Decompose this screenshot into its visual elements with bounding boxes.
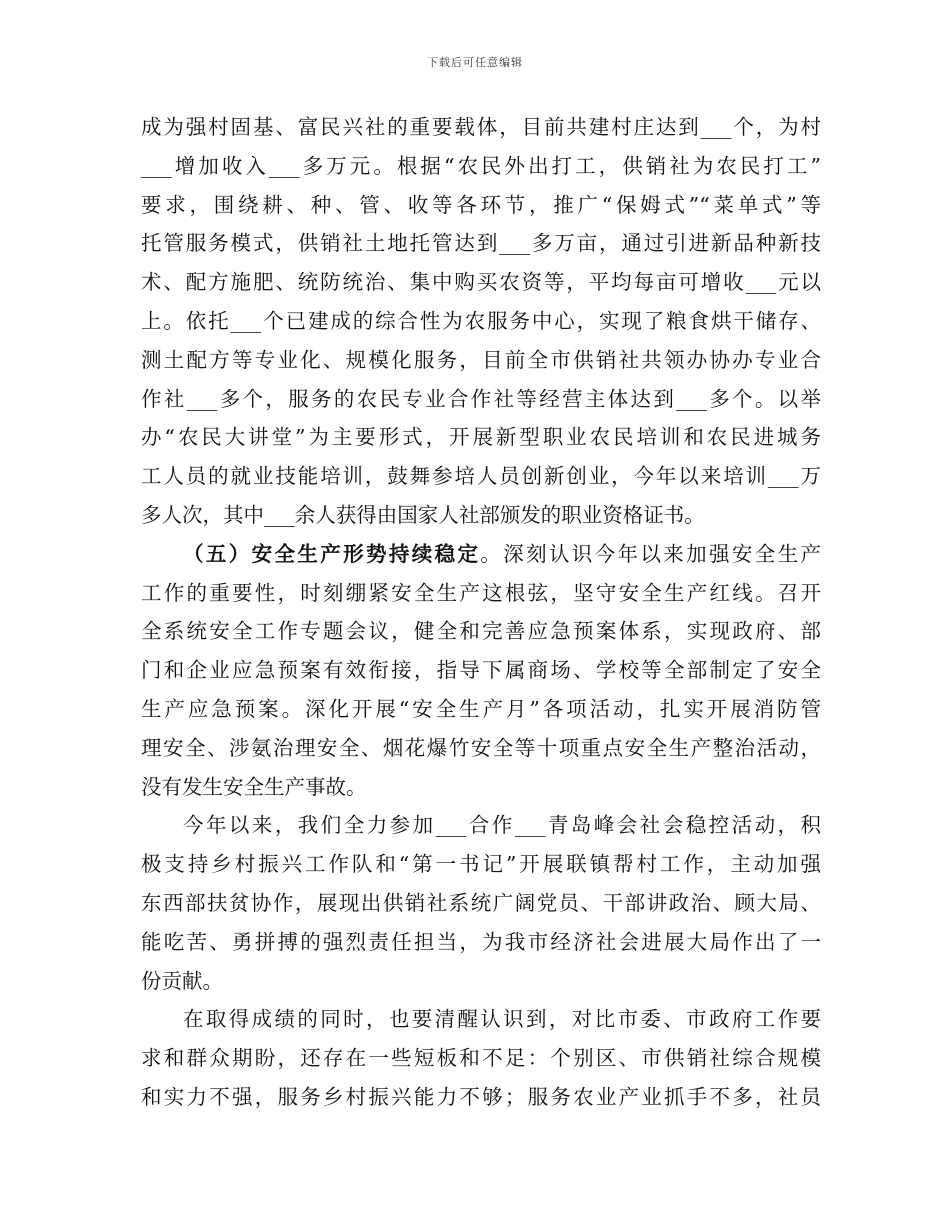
text-line: 成为强村固基、富民兴社的重要载体，目前共建村庄达到___个，为村 <box>141 115 821 139</box>
text-line: 要求，围绕耕、种、管、收等各环节，推广“保姆式”“菜单式”等 <box>141 192 821 217</box>
text-line: 理安全、涉氨治理安全、烟花爆竹安全等十项重点安全生产整治活动， <box>141 735 821 760</box>
text-line: 生产应急预案。深化开展“安全生产月”各项活动，扎实开展消防管 <box>141 696 821 721</box>
text-line: 今年以来，我们全力参加___合作___青岛峰会社会稳控活动，积 <box>183 813 821 838</box>
text-line: 作社___多个，服务的农民专业合作社等经营主体达到___多个。以举 <box>141 386 821 411</box>
paragraph-1 <box>141 108 821 535</box>
text-line: 术、配方施肥、统防统治、集中购买农资等，平均每亩可增收___元以 <box>141 270 821 295</box>
text-line: 托管服务模式，供销社土地托管达到___多万亩，通过引进新品种新技 <box>141 231 821 256</box>
text-line: 全系统安全工作专题会议，健全和完善应急预案体系，实现政府、部 <box>141 619 821 644</box>
text-line: 求和群众期盼，还存在一些短板和不足：个别区、市供销社综合规模 <box>141 1046 821 1071</box>
paragraph-2 <box>141 535 821 807</box>
text-line: 测土配方等专业化、规模化服务，目前全市供销社共领办协办专业合 <box>141 347 821 372</box>
text-line: 份贡献。 <box>141 968 223 993</box>
text-line: 上。依托___个已建成的综合性为农服务中心，实现了粮食烘干储存、 <box>141 308 821 333</box>
paragraph-4 <box>141 1000 821 1116</box>
text-line: 能吃苦、勇拼搏的强烈责任担当，为我市经济社会进展大局作出了一 <box>141 929 821 954</box>
page-header-note: 下载后可任意编辑 <box>427 56 523 69</box>
text-line: 东西部扶贫协作，展现出供销社系统广阔党员、干部讲政治、顾大局、 <box>141 890 821 915</box>
text-line: ___增加收入___多万元。根据“农民外出打工，供销社为农民打工” <box>141 153 821 178</box>
section-heading: （五）安全生产形势持续稳定 <box>183 541 481 566</box>
text-line: 办“农民大讲堂”为主要形式，开展新型职业农民培训和农民进城务 <box>141 425 821 450</box>
text-line: 工作的重要性，时刻绷紧安全生产这根弦，坚守安全生产红线。召开 <box>141 580 821 605</box>
text-line: 工人员的就业技能培训，鼓舞参培人员创新创业，今年以来培训___万 <box>141 464 821 489</box>
paragraph-3 <box>141 806 821 1000</box>
text-line <box>141 535 821 574</box>
text-line: 在取得成绩的同时，也要清醒认识到，对比市委、市政府工作要 <box>183 1007 821 1032</box>
document-body <box>141 108 821 1117</box>
text-line: 门和企业应急预案有效衔接，指导下属商场、学校等全部制定了安全 <box>141 658 821 683</box>
text-line: 多人次，其中___余人获得由国家人社部颁发的职业资格证书。 <box>141 502 705 527</box>
text-line: 和实力不强，服务乡村振兴能力不够；服务农业产业抓手不多，社员 <box>141 1084 821 1109</box>
text-line: 极支持乡村振兴工作队和“第一书记”开展联镇帮村工作，主动加强 <box>141 852 821 877</box>
text-run: 。深刻认识今年以来加强安全生产 <box>480 541 822 566</box>
text-line: 没有发生安全生产事故。 <box>141 774 367 799</box>
